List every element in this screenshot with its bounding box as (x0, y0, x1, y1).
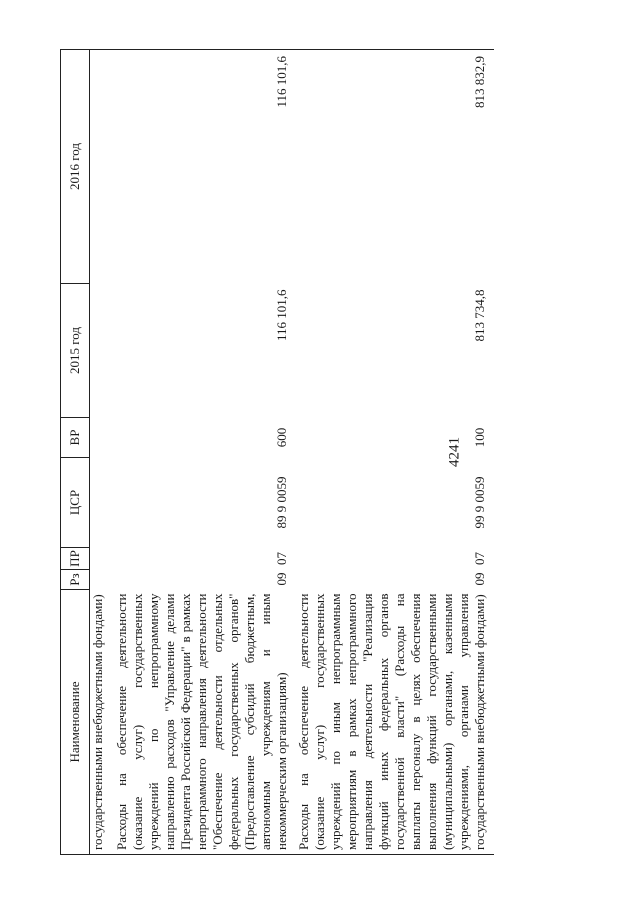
row-rz (90, 570, 115, 590)
row-vr: 100 (472, 427, 487, 448)
row-2015: 116 101,6 (274, 289, 289, 342)
header-2015: 2015 год (61, 284, 90, 418)
row-csr (90, 458, 115, 548)
table-row (114, 50, 296, 855)
row-name: Расходы на обеспечение деятельности (оказание услуг) государственных учреждений по непрограммному направлению расходов "Управление делами Президента Российской Федерации" в рамках непрограммного направления деятельности "Обеспечение деятельности отдельных федеральных государственных органов" (Предоставление субсидий бюджетным, автономным учреждениям и иным некоммерческим организациям) (114, 590, 296, 855)
row-2016 (90, 50, 115, 284)
row-2016: 813 832,9 (296, 50, 494, 284)
row-rz: 09 (472, 572, 487, 586)
row-pr (90, 548, 115, 570)
row-csr: 89 9 0059 (274, 476, 289, 529)
row-pr: 07 (274, 552, 289, 565)
header-pr: ПР (61, 548, 90, 570)
row-rz: 09 (274, 572, 289, 586)
table-row (296, 50, 494, 855)
header-2016: 2016 год (61, 50, 90, 284)
row-2015: 813 734,8 (472, 289, 487, 342)
header-vr: ВР (61, 418, 90, 458)
page-number: 4241 (446, 437, 463, 467)
row-name: Расходы на обеспечение деятельности (оказание услуг) государственных учреждений по иным непрограммным мероприятиям в рамках непрограммного направления деятельности "Реализация функций иных федеральных органов государственной власти" (Расходы на выплаты персоналу в целях обеспечения выполнения функций государственными (муниципальными) органами, казенными учреждениями, органами управления государственными внебюджетными фондами) (296, 590, 494, 855)
row-csr: 99 9 0059 (472, 476, 487, 529)
table-header-row (61, 50, 90, 855)
header-rz: Рз (61, 570, 90, 590)
header-csr: ЦСР (61, 458, 90, 548)
budget-table (60, 49, 494, 855)
table-row (90, 50, 115, 855)
rotated-table-container (60, 50, 600, 855)
row-pr: 07 (472, 552, 487, 565)
row-2016: 116 101,6 (114, 50, 296, 284)
row-vr: 600 (274, 427, 289, 448)
row-name: государственными внебюджетными фондами) (90, 590, 115, 855)
row-vr (90, 418, 115, 458)
header-name: Наименование (61, 590, 90, 855)
row-2015 (90, 284, 115, 418)
